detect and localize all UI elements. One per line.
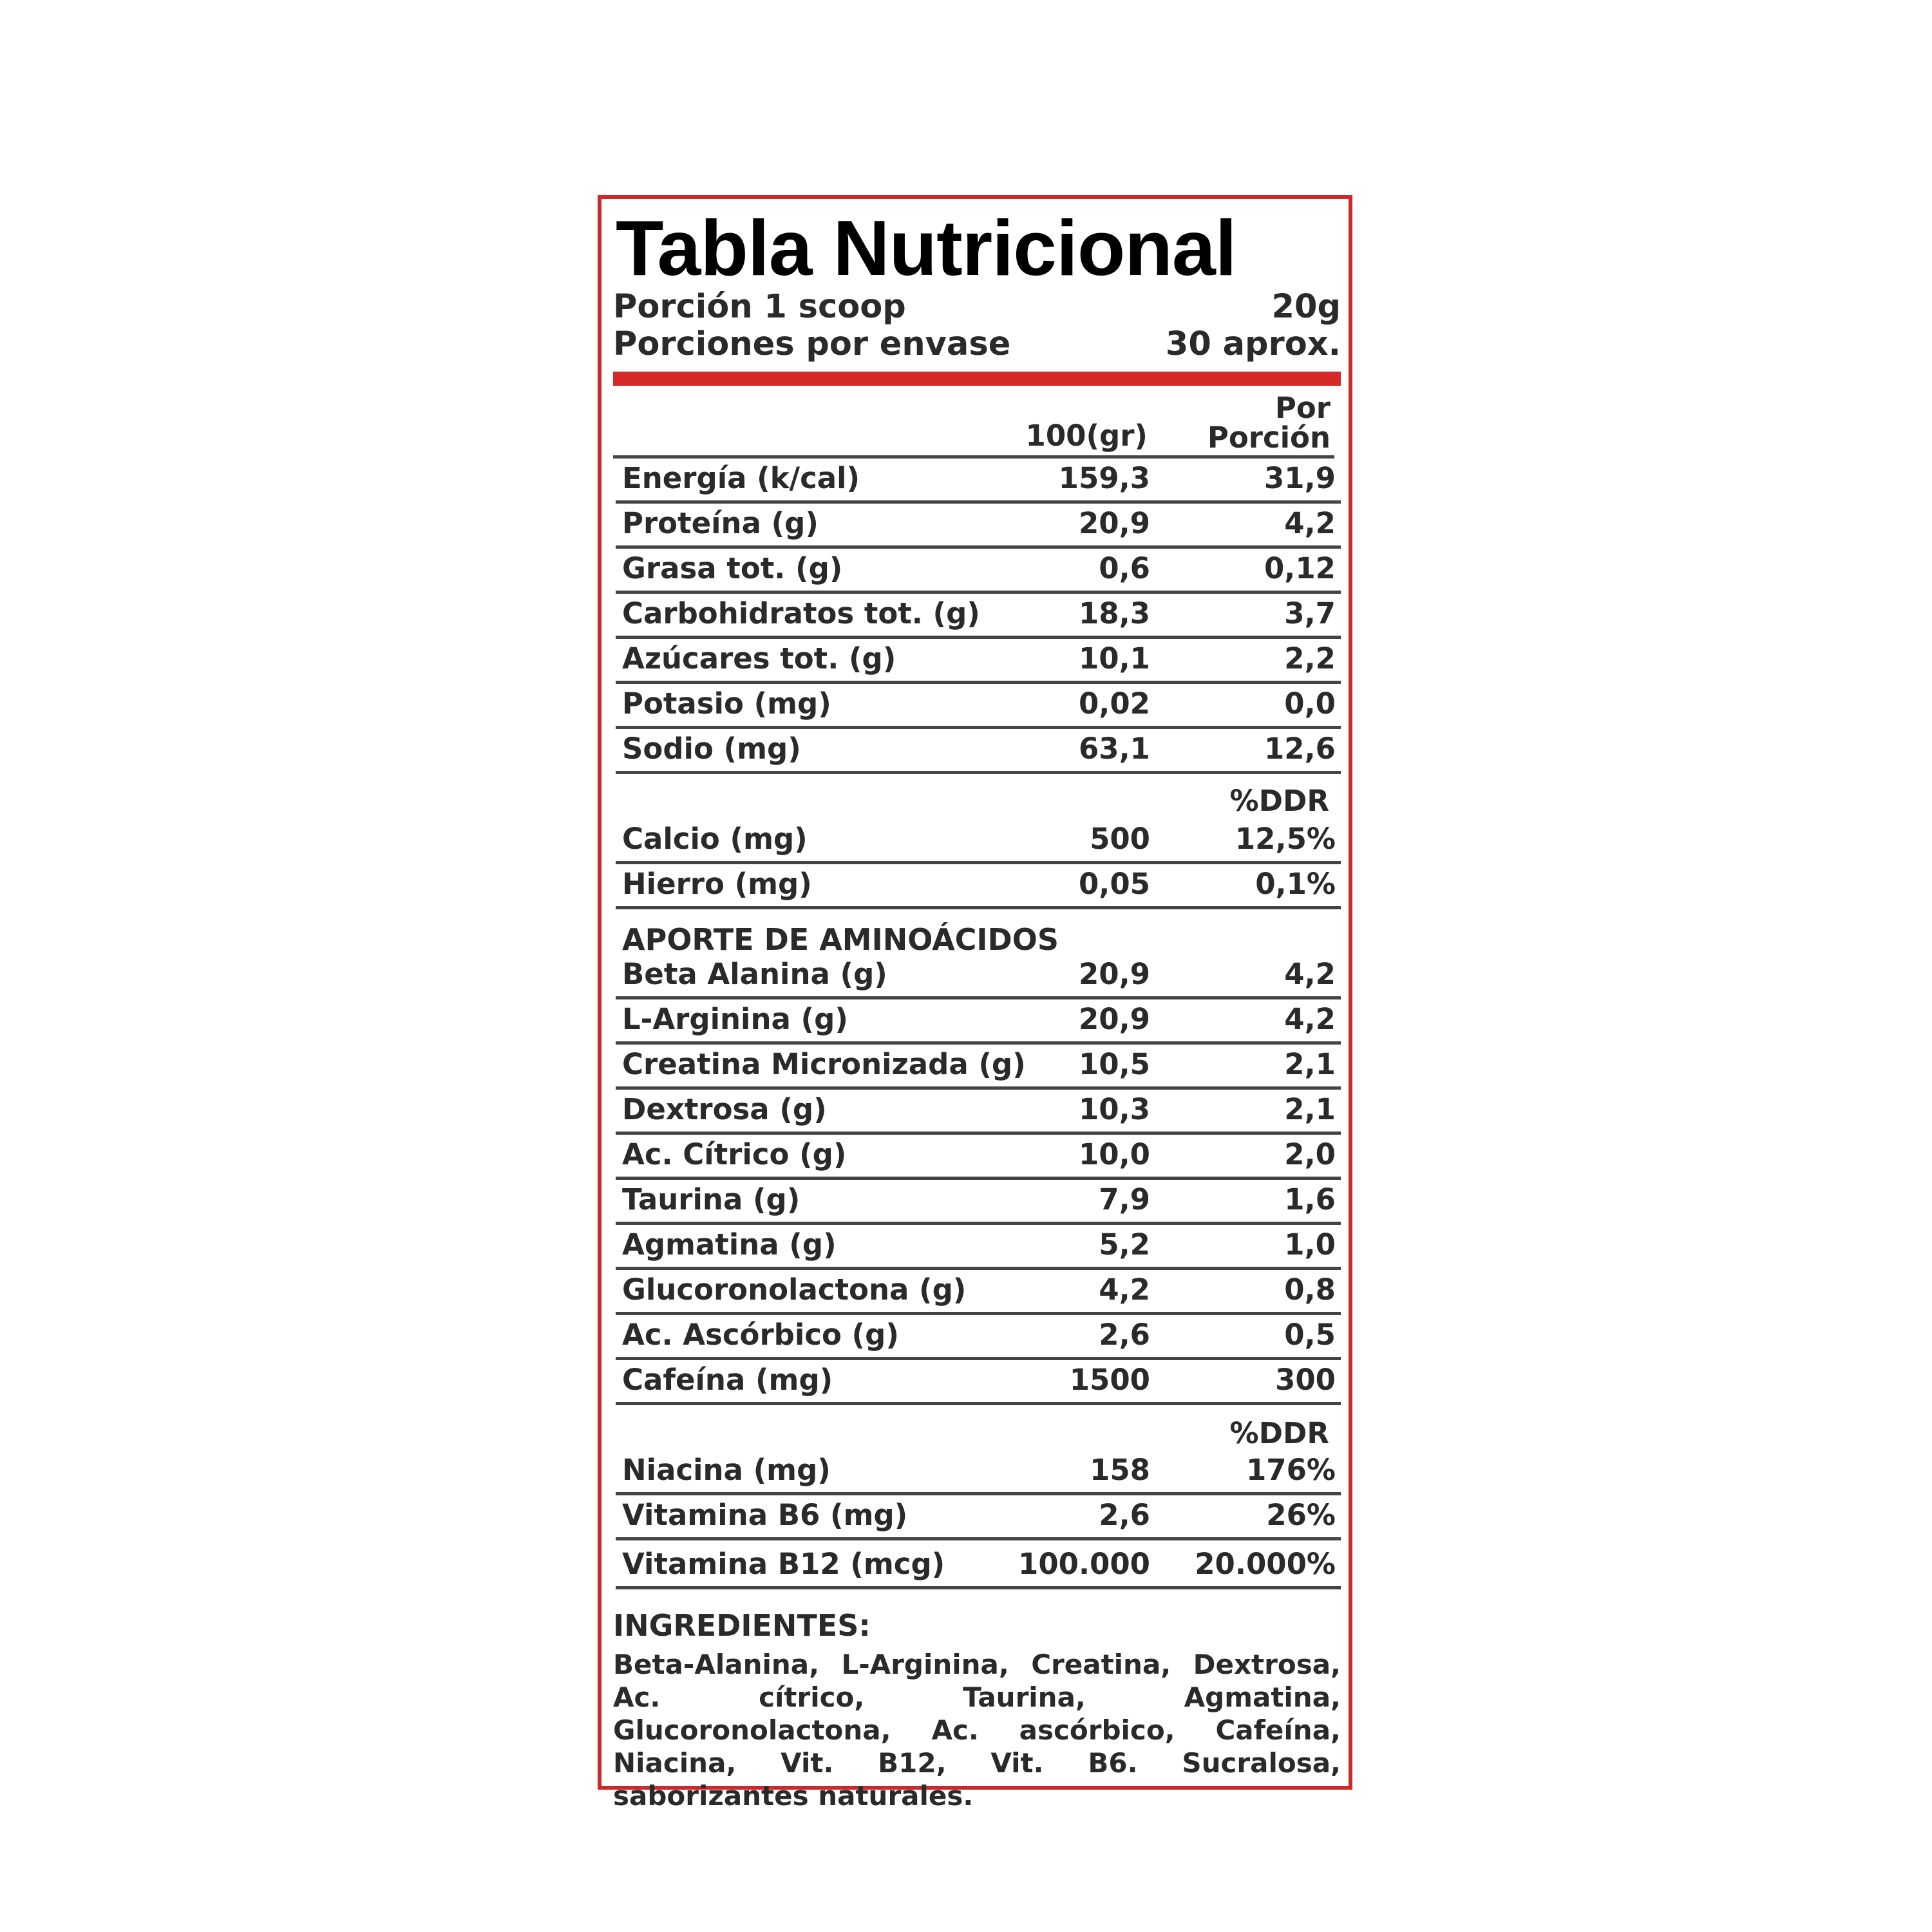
nutrient-name: Vitamina B12 (mcg) (622, 1547, 945, 1581)
vitamin-table (616, 1450, 1341, 1589)
nutrient-per100: 100.000 (1018, 1547, 1150, 1581)
nutrient-name: Hierro (mg) (622, 867, 812, 901)
nutrient-portion: 300 (1275, 1363, 1336, 1397)
nutrient-per100: 18,3 (1078, 596, 1150, 630)
nutrient-name: Beta Alanina (g) (622, 957, 887, 991)
nutrient-name: Niacina (mg) (622, 1453, 831, 1487)
table-row (616, 1540, 1341, 1589)
nutrient-portion: 0,12 (1264, 551, 1336, 585)
ddr-header-vitamins: %DDR (1229, 1416, 1329, 1450)
nutrient-portion: 1,6 (1284, 1182, 1336, 1217)
nutrient-per100: 10,5 (1078, 1047, 1150, 1081)
nutrient-name: Vitamina B6 (mg) (622, 1498, 908, 1532)
table-row (616, 729, 1341, 774)
table-row (616, 1495, 1341, 1540)
nutrient-portion: 3,7 (1284, 596, 1336, 630)
nutrient-per100: 2,6 (1099, 1498, 1150, 1532)
table-row (616, 549, 1341, 594)
nutrient-portion: 1,0 (1284, 1227, 1336, 1262)
nutrient-portion: 176% (1245, 1453, 1336, 1487)
nutrient-per100: 10,0 (1078, 1137, 1150, 1171)
table-row (616, 819, 1341, 864)
nutrient-per100: 7,9 (1099, 1182, 1150, 1217)
nutrient-per100: 159,3 (1058, 461, 1150, 495)
nutrient-portion: 0,5 (1284, 1318, 1336, 1352)
nutrition-label (598, 195, 1352, 1812)
nutrient-per100: 10,3 (1078, 1092, 1150, 1126)
nutrient-per100: 20,9 (1078, 1002, 1150, 1036)
table-row (616, 684, 1341, 729)
table-row (616, 1045, 1341, 1090)
nutrient-portion: 2,1 (1284, 1092, 1336, 1126)
table-row (616, 954, 1341, 999)
table-row (616, 1360, 1341, 1405)
nutrient-portion: 0,1% (1255, 867, 1336, 901)
column-header-per-portion-line2: Porción (1207, 421, 1331, 455)
nutrient-per100: 158 (1090, 1453, 1150, 1487)
table-row (616, 1090, 1341, 1135)
column-header-per-portion-line1: Por (1274, 391, 1331, 425)
nutrient-per100: 0,05 (1078, 867, 1150, 901)
nutrient-portion: 4,2 (1284, 1002, 1336, 1036)
column-headers (613, 392, 1334, 459)
table-row (616, 639, 1341, 684)
nutrient-per100: 20,9 (1078, 957, 1150, 991)
nutrient-name: Dextrosa (g) (622, 1092, 827, 1126)
nutrient-portion: 12,6 (1264, 732, 1336, 766)
nutrient-per100: 0,02 (1078, 687, 1150, 721)
nutrient-per100: 500 (1090, 822, 1150, 856)
label-title: Tabla Nutricional (616, 204, 1236, 292)
mineral-table (616, 819, 1341, 909)
nutrient-per100: 1500 (1069, 1363, 1150, 1397)
header-divider-bar (613, 372, 1341, 386)
nutrient-portion: 2,0 (1284, 1137, 1336, 1171)
amino-section-heading: APORTE DE AMINOÁCIDOS (622, 922, 1059, 957)
nutrient-portion: 0,0 (1284, 687, 1336, 721)
table-row (616, 1180, 1341, 1225)
nutrient-per100: 4,2 (1099, 1273, 1150, 1307)
table-row (616, 504, 1341, 549)
nutrient-per100: 0,6 (1099, 551, 1150, 585)
nutrient-per100: 10,1 (1078, 641, 1150, 676)
table-row (616, 864, 1341, 909)
nutrient-name: Calcio (mg) (622, 822, 808, 856)
amino-table (616, 954, 1341, 1405)
servings-per-container-label: Porciones por envase (613, 325, 1011, 363)
column-header-per100: 100(gr) (1025, 419, 1148, 453)
nutrient-name: Taurina (g) (622, 1182, 800, 1217)
nutrient-name: Carbohidratos tot. (g) (622, 596, 980, 630)
table-row (616, 1315, 1341, 1360)
nutrient-name: Sodio (mg) (622, 732, 801, 766)
nutrient-per100: 63,1 (1078, 732, 1150, 766)
servings-per-container-value: 30 aprox. (1165, 325, 1341, 363)
ingredients-text: Beta-Alanina, L-Arginina, Creatina, Dextrosa, Ac. cítrico, Taurina, Agmatina, Glucoronolactona, Ac. ascórbico, Cafeína, Niacina, Vit. B12, Vit. B6. Sucralosa, saborizantes naturales. (613, 1649, 1341, 1812)
nutrient-portion: 2,2 (1284, 641, 1336, 676)
serving-size-label: Porción 1 scoop (613, 288, 906, 326)
table-row (616, 999, 1341, 1045)
nutrient-portion: 0,8 (1284, 1273, 1336, 1307)
nutrient-per100: 20,9 (1078, 506, 1150, 540)
serving-size-row (613, 288, 1341, 327)
nutrient-portion: 4,2 (1284, 957, 1336, 991)
table-row (616, 459, 1341, 504)
servings-per-container-row (613, 325, 1341, 364)
nutrient-portion: 4,2 (1284, 506, 1336, 540)
table-row (616, 1225, 1341, 1270)
column-header-per-portion (1208, 393, 1331, 453)
nutrient-name: Grasa tot. (g) (622, 551, 843, 585)
nutrient-name: L-Arginina (g) (622, 1002, 848, 1036)
nutrient-name: Ac. Ascórbico (g) (622, 1318, 899, 1352)
nutrient-name: Creatina Micronizada (g) (622, 1047, 1026, 1081)
ingredients-heading: INGREDIENTES: (613, 1608, 871, 1643)
nutrient-name: Potasio (mg) (622, 687, 831, 721)
nutrient-name: Azúcares tot. (g) (622, 641, 896, 676)
nutrient-name: Energía (k/cal) (622, 461, 860, 495)
nutrient-name: Proteína (g) (622, 506, 819, 540)
nutrient-per100: 5,2 (1099, 1227, 1150, 1262)
nutrient-name: Glucoronolactona (g) (622, 1273, 967, 1307)
nutrient-name: Ac. Cítrico (g) (622, 1137, 847, 1171)
table-row (616, 1270, 1341, 1315)
table-row (616, 594, 1341, 639)
table-row (616, 1135, 1341, 1180)
nutrient-portion: 2,1 (1284, 1047, 1336, 1081)
table-row (616, 1450, 1341, 1495)
nutrient-portion: 20.000% (1195, 1547, 1336, 1581)
nutrient-name: Cafeína (mg) (622, 1363, 833, 1397)
nutrient-table (616, 459, 1341, 774)
nutrient-name: Agmatina (g) (622, 1227, 837, 1262)
nutrient-per100: 2,6 (1099, 1318, 1150, 1352)
nutrient-portion: 26% (1266, 1498, 1336, 1532)
ddr-header-minerals: %DDR (1229, 784, 1329, 818)
nutrient-portion: 31,9 (1264, 461, 1336, 495)
serving-size-value: 20g (1271, 288, 1341, 326)
nutrient-portion: 12,5% (1235, 822, 1336, 856)
